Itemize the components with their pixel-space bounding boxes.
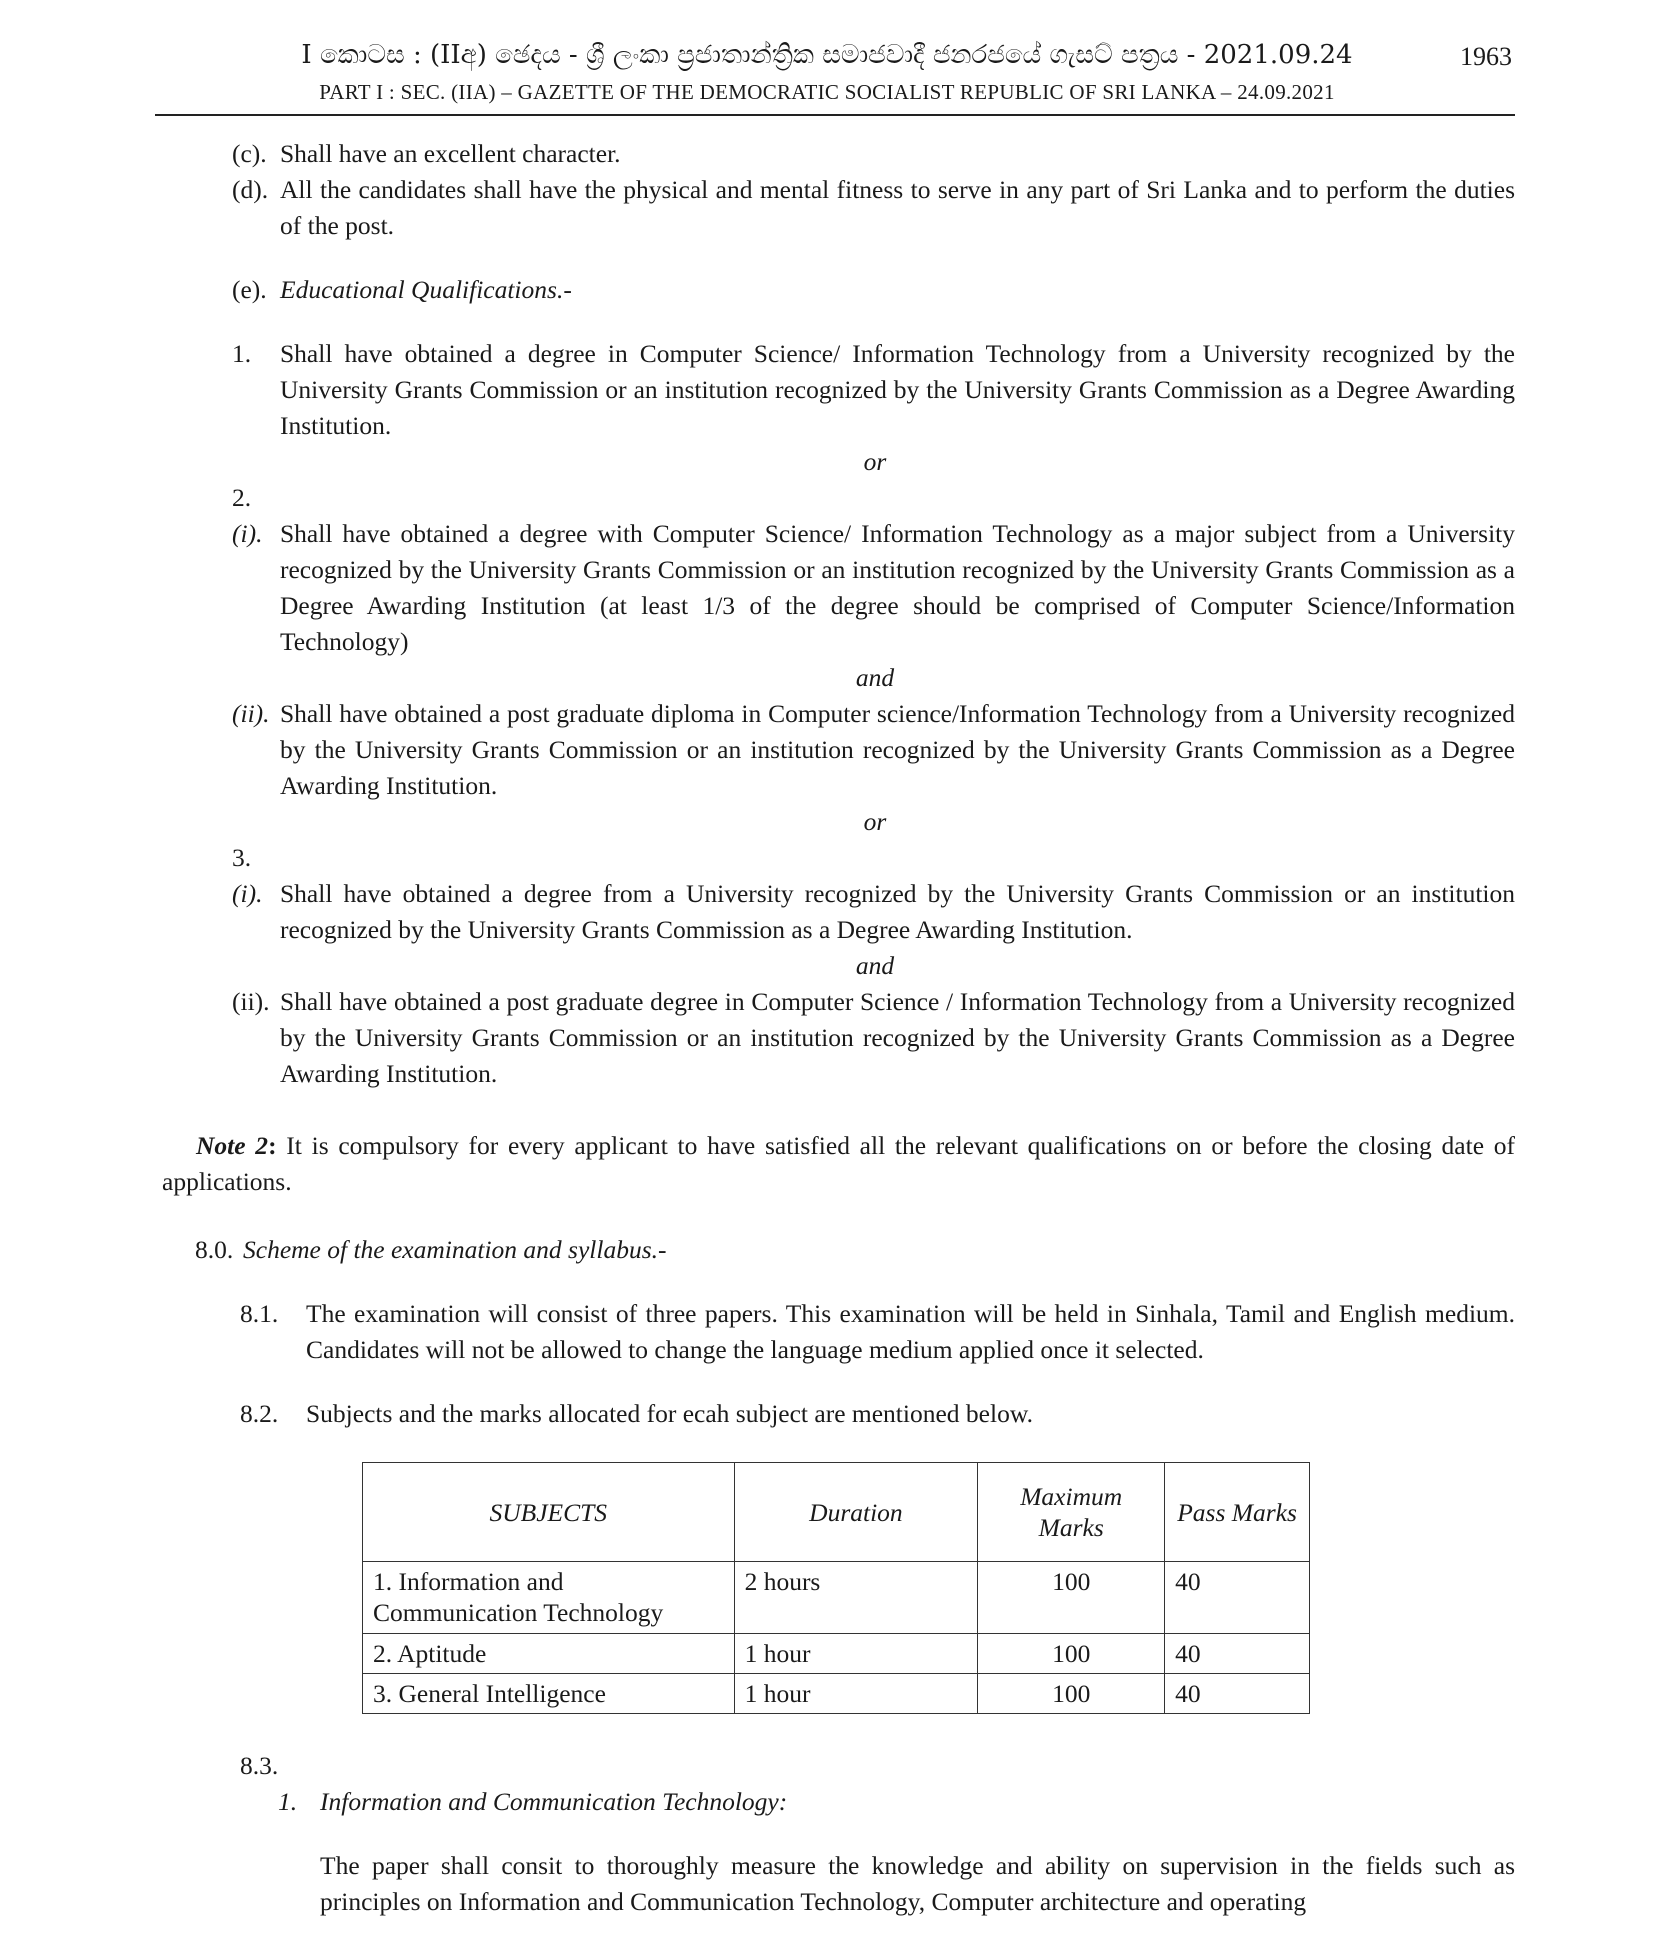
- section-8-1-label: 8.1.: [240, 1299, 279, 1328]
- connector-and: and: [855, 663, 895, 692]
- section-8-3-label: 8.3.: [240, 1751, 279, 1780]
- note-2-label: Note 2: [196, 1131, 269, 1160]
- table-cell-pass-marks: 40: [1165, 1674, 1310, 1714]
- table-header-cell: Pass Marks: [1165, 1463, 1310, 1562]
- qualification-1-label: 1.: [232, 339, 252, 368]
- qualification-3-label: 3.: [232, 843, 252, 872]
- qualification-1-text: Shall have obtained a degree in Computer Science/ Information Technology from a University recognized by the University Grants Commission or an institution recognized by the University Grants Commission as a Degree Awarding Institution.: [280, 339, 1515, 440]
- page-number: 1963: [1460, 42, 1512, 71]
- qualification-3-i-label: (i).: [232, 879, 263, 908]
- table-row: [363, 1634, 1310, 1674]
- table-cell-max-marks: 100: [978, 1674, 1165, 1714]
- item-e-text: Educational Qualifications.-: [280, 275, 572, 304]
- table-row: [363, 1562, 1310, 1634]
- qualification-2-ii-label: (ii).: [232, 699, 270, 728]
- section-8-3-item-title: Information and Communication Technology:: [320, 1787, 788, 1816]
- qualification-2-label: 2.: [232, 483, 252, 512]
- item-c-text: Shall have an excellent character.: [280, 139, 621, 168]
- table-header-cell: SUBJECTS: [363, 1463, 735, 1562]
- item-e-label: (e).: [232, 275, 267, 304]
- connector-or: or: [863, 807, 887, 836]
- table-header-cell: Maximum Marks: [978, 1463, 1165, 1562]
- note-2-colon: :: [268, 1131, 277, 1160]
- table-cell-max-marks: 100: [978, 1562, 1165, 1634]
- table-cell-subject: 1. Information and Communication Technology: [363, 1562, 735, 1634]
- qualification-3-i-text: Shall have obtained a degree from a University recognized by the University Grants Commission or an institution recognized by the University Grants Commission as a Degree Awarding Institution.: [280, 879, 1515, 944]
- table-header-row: [363, 1463, 1310, 1562]
- qualification-2-ii-text: Shall have obtained a post graduate diploma in Computer science/Information Technology from a University recognized by the University Grants Commission or an institution recognized by the University Grants Commission as a Degree Awarding Institution.: [280, 699, 1515, 800]
- header-rule: [155, 114, 1515, 116]
- table-header-cell: Duration: [734, 1463, 978, 1562]
- note-2-text: It is compulsory for every applicant to have satisfied all the relevant qualifications on or before the closing date of applications.: [162, 1131, 1515, 1196]
- section-8-3-item-label: 1.: [278, 1787, 298, 1816]
- section-8-3-paragraph: The paper shall consit to thoroughly measure the knowledge and ability on supervision in the fields such as principles on Information and Communication Technology, Computer architecture and operating: [320, 1851, 1515, 1916]
- table-cell-max-marks: 100: [978, 1634, 1165, 1674]
- qualification-2-i-text: Shall have obtained a degree with Computer Science/ Information Technology as a major subject from a University recognized by the University Grants Commission or an institution recognized by the University Grants Commission as a Degree Awarding Institution (at least 1/3 of the degree should be comprised of Computer Science/Information Technology): [280, 519, 1515, 656]
- section-8-number: 8.0.: [195, 1235, 234, 1264]
- table-row: [363, 1674, 1310, 1714]
- qualification-2-i-label: (i).: [232, 519, 263, 548]
- section-8-1-text: The examination will consist of three papers. This examination will be held in Sinhala, Tamil and English medium. Candidates will not be allowed to change the language medium applied once it selected.: [306, 1299, 1515, 1364]
- qualification-3-ii-text: Shall have obtained a post graduate degree in Computer Science / Information Technology from a University recognized by the University Grants Commission or an institution recognized by the University Grants Commission as a Degree Awarding Institution.: [280, 987, 1515, 1088]
- table-cell-subject: 2. Aptitude: [363, 1634, 735, 1674]
- qualification-3-ii-label: (ii).: [232, 987, 270, 1016]
- table-cell-pass-marks: 40: [1165, 1562, 1310, 1634]
- note-2: [162, 1128, 1515, 1200]
- connector-or: or: [863, 447, 887, 476]
- table-cell-pass-marks: 40: [1165, 1634, 1310, 1674]
- item-c-label: (c).: [232, 139, 267, 168]
- table-cell-duration: 2 hours: [734, 1562, 978, 1634]
- item-d-label: (d).: [232, 175, 269, 204]
- gazette-header-sinhala: I කොටස : (IIඅ) ඡෙදය - ශ්‍රී ලංකා ප්‍රජාතාන්ත්‍රික සමාජවාදී ජනරජයේ ගැසට් පත්‍රය - 2021.09.24: [301, 40, 1353, 70]
- item-d-text: All the candidates shall have the physical and mental fitness to serve in any part of Sri Lanka and to perform the duties of the post.: [280, 175, 1515, 240]
- table-cell-subject: 3. General Intelligence: [363, 1674, 735, 1714]
- section-8-title: Scheme of the examination and syllabus.-: [243, 1235, 667, 1264]
- connector-and: and: [855, 951, 895, 980]
- gazette-header-english: PART I : SEC. (IIA) – GAZETTE OF THE DEMOCRATIC SOCIALIST REPUBLIC OF SRI LANKA – 24.09.2021: [319, 80, 1335, 104]
- table-cell-duration: 1 hour: [734, 1634, 978, 1674]
- table-cell-duration: 1 hour: [734, 1674, 978, 1714]
- section-8-2-text: Subjects and the marks allocated for ecah subject are mentioned below.: [306, 1399, 1033, 1428]
- marks-table: [362, 1462, 1310, 1714]
- section-8-2-label: 8.2.: [240, 1399, 279, 1428]
